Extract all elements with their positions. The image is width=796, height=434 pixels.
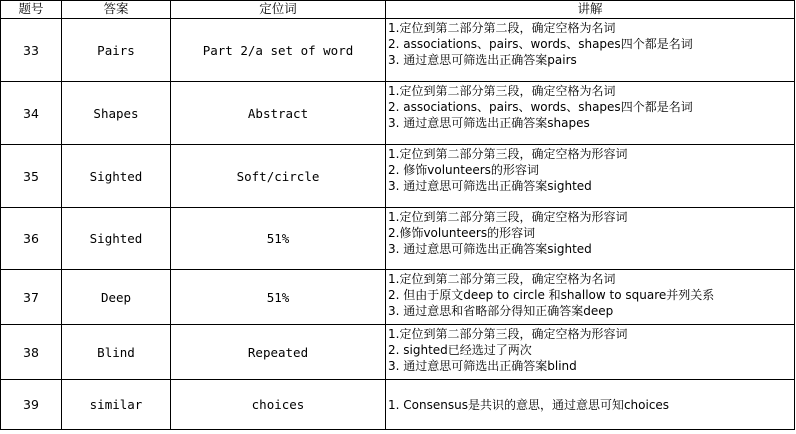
keyword-cell: Part 2/a set of word <box>171 19 386 82</box>
explanation-line: 2. sighted已经选过了两次 <box>388 343 532 357</box>
answer-cell: Pairs <box>62 19 171 82</box>
keyword-cell: Abstract <box>171 82 386 145</box>
explanation-line: 1.定位到第二部分第三段，确定空格为名词 <box>388 84 616 98</box>
explanation-line: 1.定位到第二部分第三段，确定空格为形容词 <box>388 147 628 161</box>
explanation-cell <box>386 145 795 208</box>
answer-cell: Sighted <box>62 145 171 208</box>
table-row <box>1 325 795 380</box>
header-row <box>1 1 795 19</box>
question-number: 39 <box>1 380 62 430</box>
keyword-cell: choices <box>171 380 386 430</box>
explanation-line: 3. 通过意思可筛选出正确答案shapes <box>388 116 590 130</box>
answer-cell: Deep <box>62 270 171 325</box>
keyword-cell: 51% <box>171 270 386 325</box>
question-number: 36 <box>1 208 62 270</box>
explanation-cell <box>386 19 795 82</box>
table-row <box>1 145 795 208</box>
explanation-line: 2. associations、pairs、words、shapes四个都是名词 <box>388 37 693 51</box>
explanation-line: 2. 但由于原文deep to circle 和shallow to square并列关系 <box>388 288 715 302</box>
explanation-line: 2. associations、pairs、words、shapes四个都是名词 <box>388 100 693 114</box>
answer-cell: Shapes <box>62 82 171 145</box>
explanation-line: 1. Consensus是共识的意思，通过意思可知choices <box>388 397 670 412</box>
keyword-cell: 51% <box>171 208 386 270</box>
explanation-line: 3. 通过意思可筛选出正确答案pairs <box>388 53 577 67</box>
keyword-cell: Soft/circle <box>171 145 386 208</box>
explanation-line: 1.定位到第二部分第三段，确定空格为形容词 <box>388 210 628 224</box>
explanation-line: 1.定位到第二部分第三段，确定空格为名词 <box>388 272 616 286</box>
explanation-line: 3. 通过意思和省略部分得知正确答案deep <box>388 304 614 318</box>
header-answer: 答案 <box>62 1 171 19</box>
table-row <box>1 208 795 270</box>
table-row <box>1 19 795 82</box>
question-number: 35 <box>1 145 62 208</box>
explanation-cell <box>386 82 795 145</box>
explanation-line: 3. 通过意思可筛选出正确答案blind <box>388 359 577 373</box>
explanation-line: 1.定位到第二部分第三段，确定空格为形容词 <box>388 327 628 341</box>
question-number: 37 <box>1 270 62 325</box>
explanation-cell <box>386 208 795 270</box>
answer-cell: Sighted <box>62 208 171 270</box>
table-row <box>1 380 795 430</box>
explanation-cell <box>386 380 795 430</box>
header-explanation: 讲解 <box>386 1 795 19</box>
table-row <box>1 270 795 325</box>
explanation-cell <box>386 325 795 380</box>
explanation-cell <box>386 270 795 325</box>
table-row <box>1 82 795 145</box>
explanation-line: 3. 通过意思可筛选出正确答案sighted <box>388 242 592 256</box>
question-number: 34 <box>1 82 62 145</box>
explanation-line: 2.修饰volunteers的形容词 <box>388 226 536 240</box>
keyword-cell: Repeated <box>171 325 386 380</box>
explanation-line: 3. 通过意思可筛选出正确答案sighted <box>388 179 592 193</box>
answer-cell: Blind <box>62 325 171 380</box>
explanation-line: 1.定位到第二部分第二段，确定空格为名词 <box>388 21 616 35</box>
header-number: 题号 <box>1 1 62 19</box>
header-keyword: 定位词 <box>171 1 386 19</box>
question-number: 38 <box>1 325 62 380</box>
explanation-line: 2. 修饰volunteers的形容词 <box>388 163 539 177</box>
question-number: 33 <box>1 19 62 82</box>
answer-cell: similar <box>62 380 171 430</box>
